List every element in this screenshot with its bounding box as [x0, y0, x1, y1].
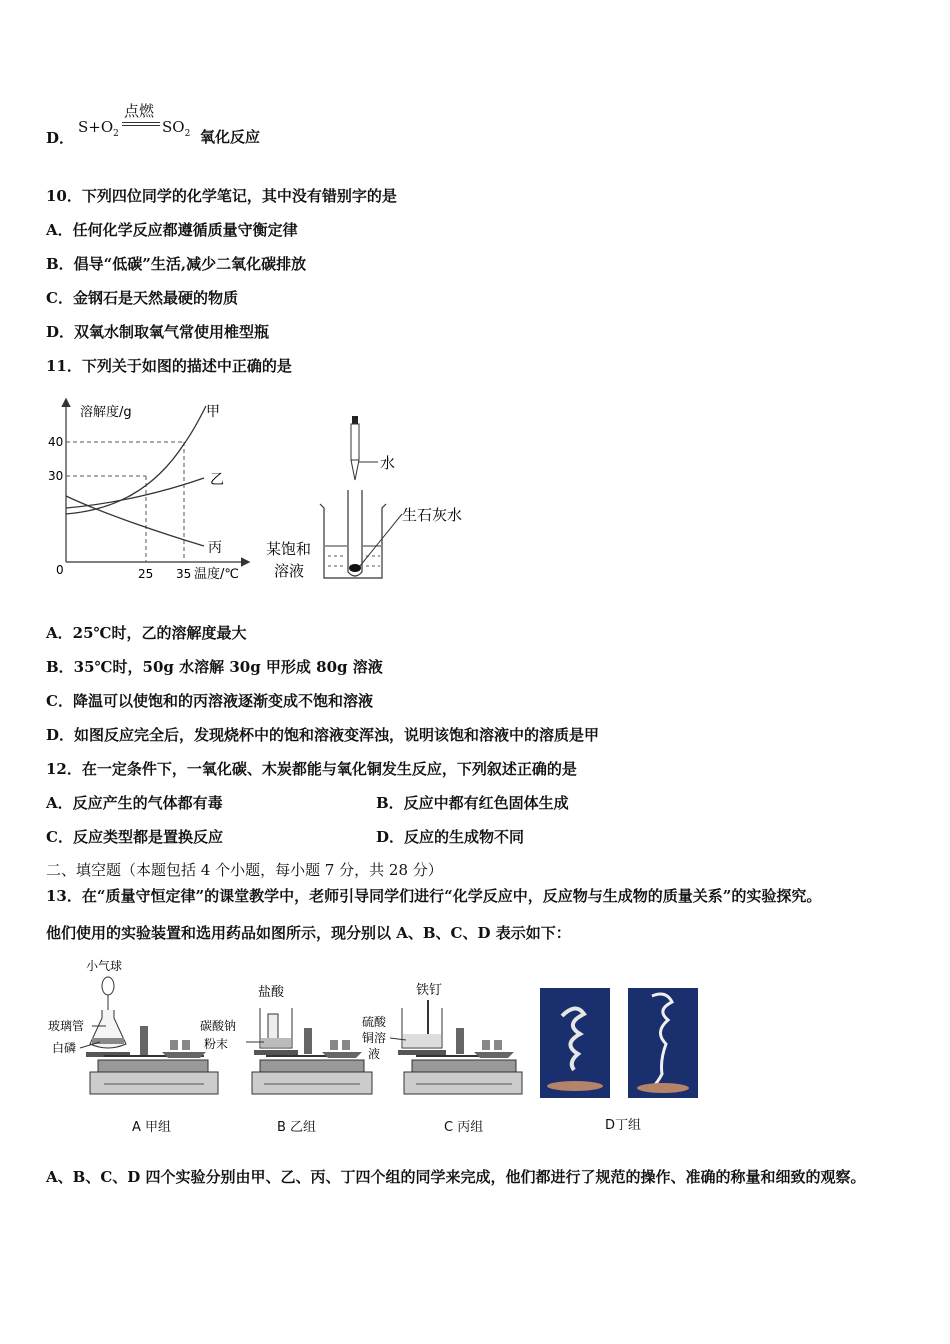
- acid-tube: [268, 1014, 278, 1040]
- quicklime: [349, 564, 361, 572]
- eq-line-bottom: [122, 125, 160, 126]
- weight-2: [182, 1040, 190, 1050]
- label-solution-1: 某饱和: [266, 540, 312, 558]
- q10-option-d: D．双氧水制取氧气常使用椎型瓶: [46, 323, 270, 341]
- label-lime: 生石灰水: [402, 506, 463, 524]
- weight-c-2: [494, 1040, 502, 1050]
- tick-40: 40: [48, 435, 64, 449]
- label-carbonate-2: 粉末: [204, 1037, 229, 1051]
- label-acid: 盐酸: [258, 985, 285, 1000]
- pan-left-c: [398, 1050, 446, 1055]
- label-tube: 玻璃管: [48, 1019, 85, 1033]
- label-jia: 甲: [206, 404, 220, 420]
- q12-option-c: C．反应类型都是置换反应: [46, 828, 223, 846]
- origin: 0: [56, 563, 64, 577]
- balance-base-top: [98, 1060, 208, 1072]
- q10-option-b: B．倡导“低碳”生活,减少二氧化碳排放: [46, 255, 307, 273]
- caption-a: A 甲组: [132, 1120, 172, 1135]
- weight-c-1: [482, 1040, 490, 1050]
- label-balloon: 小气球: [86, 959, 123, 973]
- q11-option-a: A．25℃时，乙的溶解度最大: [46, 624, 247, 642]
- label-yi: 乙: [210, 472, 224, 488]
- eq-reaction-type: 氧化反应: [200, 128, 261, 146]
- combustion-equation: [74, 100, 284, 148]
- q10-stem: 10．下列四位同学的化学笔记，其中没有错别字的是: [46, 187, 397, 205]
- pillar-c: [456, 1028, 464, 1054]
- tick-35: 35: [176, 567, 192, 581]
- xlabel: 温度/℃: [194, 567, 239, 582]
- weight-b-1: [330, 1040, 338, 1050]
- label-phosphorus: 白磷: [52, 1041, 77, 1055]
- figure-c-balance: [356, 980, 526, 1106]
- q13-stem-1: 13．在“质量守恒定律”的课堂教学中，老师引导同学们进行“化学反应中，反应物与生成物的质量关系”的实验探究。: [46, 887, 822, 905]
- pan-left-b: [254, 1050, 298, 1055]
- photo-after: [628, 988, 698, 1098]
- pillar-b: [304, 1028, 312, 1054]
- plate-before: [547, 1081, 603, 1091]
- weight-b-2: [342, 1040, 350, 1050]
- lime-pointer: [360, 514, 402, 566]
- q12-option-d: D．反应的生成物不同: [376, 828, 525, 846]
- base-b: [252, 1072, 372, 1094]
- q9-option-d: [46, 128, 74, 148]
- label-solution-2: 溶液: [274, 562, 305, 580]
- q12-stem: 12．在一定条件下，一氧化碳、木炭都能与氧化铜发生反应，下列叙述正确的是: [46, 760, 577, 778]
- q11-option-b: B．35℃时，50g 水溶解 30g 甲形成 80g 溶液: [46, 658, 383, 676]
- q13-stem-2: 他们使用的实验装置和选用药品如图所示，现分别以 A、B、C、D 表示如下：: [46, 924, 571, 942]
- tick-30: 30: [48, 469, 64, 483]
- figure-b-balance: [196, 980, 376, 1106]
- ylabel: 溶解度/g: [80, 405, 132, 420]
- base-c: [404, 1072, 522, 1094]
- pan-right-c: [474, 1052, 514, 1058]
- label-cuso4-1: 硫酸: [362, 1015, 387, 1029]
- base-top-b: [260, 1060, 364, 1072]
- q10-option-c: C．金钢石是天然最硬的物质: [46, 289, 238, 307]
- test-tube: [348, 490, 362, 576]
- section2-title: 二、填空题（本题包括 4 个小题，每小题 7 分，共 28 分）: [46, 861, 443, 879]
- dropper-bulb: [352, 416, 358, 424]
- plate-after: [637, 1083, 689, 1093]
- weight-1: [170, 1040, 178, 1050]
- q12-option-b: B．反应中都有红色固体生成: [376, 794, 569, 812]
- label-carbonate-1: 碳酸钠: [200, 1019, 237, 1033]
- eq-reactants: $S+O_2$: [78, 118, 119, 139]
- dropper-tip: [351, 460, 359, 480]
- eq-product: $SO_2$: [162, 118, 191, 139]
- dropper-body: [351, 424, 359, 460]
- caption-d: D丁组: [605, 1118, 642, 1133]
- q11-option-d: D．如图反应完全后，发现烧杯中的饱和溶液变浑浊，说明该饱和溶液中的溶质是甲: [46, 726, 600, 744]
- eq-line-top: [122, 122, 160, 123]
- beaker-apparatus: [262, 408, 477, 588]
- label-cuso4-3: 液: [368, 1047, 381, 1061]
- balloon: [102, 977, 114, 995]
- q11-stem: 11．下列关于如图的描述中正确的是: [46, 357, 292, 375]
- balance-pillar: [140, 1026, 148, 1056]
- label-nail: 铁钉: [416, 983, 443, 998]
- solubility-graph: [44, 392, 254, 588]
- figure-d-photos: [540, 988, 700, 1100]
- q12-option-a: A．反应产生的气体都有毒: [46, 794, 223, 812]
- label-water: 水: [380, 454, 396, 472]
- q11-option-c: C．降温可以使饱和的丙溶液逐渐变成不饱和溶液: [46, 692, 373, 710]
- caption-b: B 乙组: [277, 1120, 317, 1135]
- option-label: D．: [46, 129, 75, 147]
- tick-25: 25: [138, 567, 154, 581]
- cuso4-solution: [403, 1034, 441, 1047]
- base-top-c: [412, 1060, 516, 1072]
- label-cuso4-2: 铜溶: [362, 1031, 387, 1045]
- label-bing: 丙: [208, 540, 222, 556]
- powder: [261, 1038, 291, 1047]
- eq-condition: 点燃: [124, 102, 155, 120]
- caption-c: C 丙组: [444, 1120, 484, 1135]
- q10-option-a: A．任何化学反应都遵循质量守衡定律: [46, 221, 298, 239]
- curve-bing: [66, 496, 204, 546]
- q13-conclusion: A、B、C、D 四个实验分别由甲、乙、丙、丁四个组的同学来完成，他们都进行了规范的操作、准确的称量和细致的观察。: [46, 1168, 866, 1186]
